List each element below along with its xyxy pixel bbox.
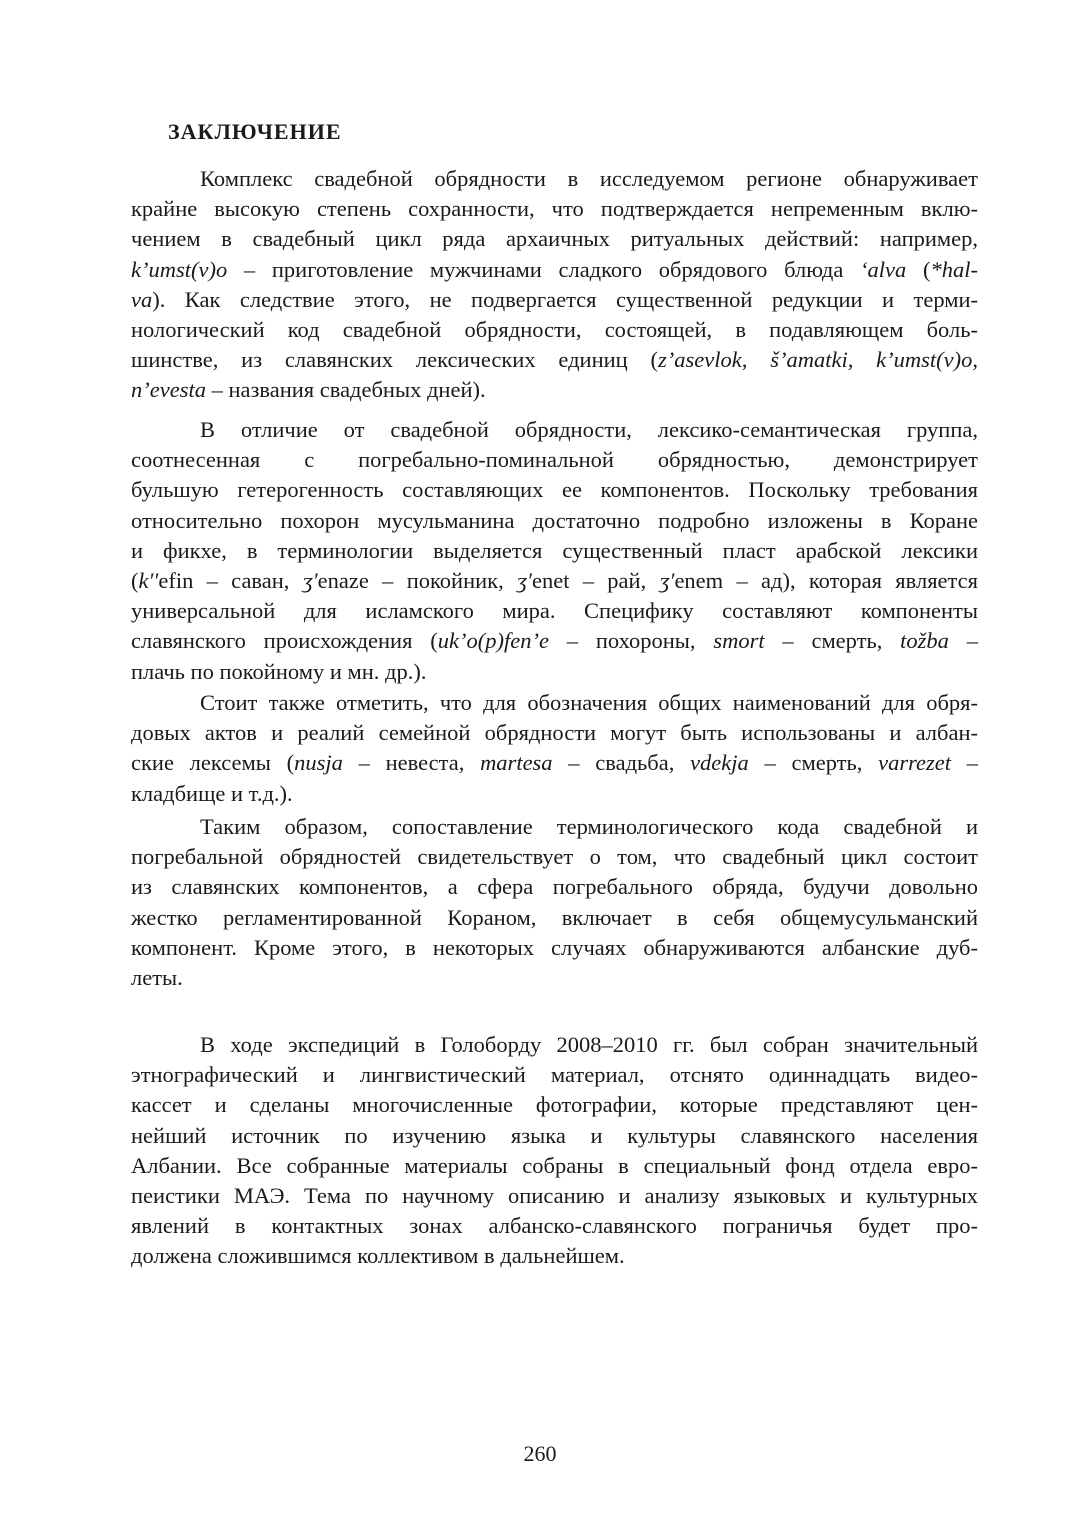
- text-segment: (: [131, 567, 139, 593]
- text-segment: крайне высокую степень сохранности, что подтверждается непременным вклю-: [131, 196, 978, 222]
- text-segment: довых актов и реалий семейной обрядности могут быть использованы и албан-: [131, 720, 978, 746]
- text-segment: погребальной обрядностей свидетельствует о том, что свадебный цикл состоит: [131, 844, 978, 870]
- text-line: [131, 1181, 978, 1211]
- text-line: [131, 718, 978, 748]
- paragraph: [131, 164, 978, 406]
- text-segment: славянского происхождения (: [131, 628, 438, 654]
- text-line: [131, 475, 978, 505]
- italic-term: ʒ′: [302, 567, 318, 593]
- text-line: [131, 224, 978, 254]
- page-number: 260: [523, 1441, 557, 1466]
- italic-term: uk’o(p)fen’e: [437, 628, 549, 654]
- text-segment: кладбище и т.д.).: [131, 780, 293, 806]
- italic-term: tožba: [900, 628, 949, 654]
- italic-term: smort: [713, 628, 765, 654]
- text-line: [131, 1151, 978, 1181]
- text-line: [131, 536, 978, 566]
- text-line: [131, 345, 978, 375]
- text-segment: enet – рай,: [531, 567, 660, 593]
- text-line: [131, 194, 978, 224]
- text-segment: В отличие от свадебной обрядности, лексико-семантическая группа,: [200, 417, 978, 442]
- text-segment: (: [906, 256, 931, 282]
- text-segment: нологический код свадебной обрядности, состоящей, в подавляющем боль-: [131, 316, 978, 342]
- text-segment: efin – саван,: [158, 567, 303, 593]
- text-line: [131, 506, 978, 536]
- text-line: [131, 1241, 978, 1271]
- text-line: [131, 596, 978, 626]
- italic-term: ‘alva: [860, 256, 907, 282]
- text-segment: Таким образом, сопоставление терминологического кода свадебной и: [200, 814, 978, 839]
- text-line: [131, 688, 978, 718]
- text-line: [131, 164, 978, 194]
- italic-term: k’umst(v)o: [131, 256, 228, 282]
- text-segment: универсальной для исламского мира. Специфику составляют компоненты: [131, 598, 978, 624]
- italic-term: k′′: [138, 567, 159, 593]
- italic-term: z’asevlok, š’amatki, k’umst(v)o,: [658, 347, 978, 373]
- text-segment: –: [951, 750, 978, 776]
- text-line: [131, 872, 978, 902]
- text-line: [131, 626, 978, 656]
- text-segment: ские лексемы (: [131, 750, 295, 776]
- text-segment: чением в свадебный цикл ряда архаичных ритуальных действий: например,: [131, 226, 978, 252]
- text-line: [131, 1030, 978, 1060]
- text-segment: плачь по покойному и мн. др.).: [131, 658, 427, 684]
- italic-term: vdekja: [690, 750, 749, 776]
- italic-term: n’evesta: [131, 377, 206, 403]
- text-segment: – невеста,: [342, 750, 481, 776]
- text-line: [131, 903, 978, 933]
- section-heading: ЗАКЛЮЧЕНИЕ: [168, 119, 342, 144]
- text-line: [131, 1090, 978, 1120]
- text-segment: enaze – покойник,: [317, 567, 518, 593]
- text-segment: Албании. Все собранные материалы собраны в специальный фонд отдела евро-: [131, 1152, 978, 1178]
- text-line: [131, 1060, 978, 1090]
- text-segment: – названия свадебных дней).: [205, 377, 486, 403]
- text-line: [131, 415, 978, 445]
- text-line: [131, 255, 978, 285]
- text-segment: – смерть,: [748, 750, 879, 776]
- text-line: [131, 315, 978, 345]
- text-line: [131, 657, 978, 687]
- text-line: [131, 842, 978, 872]
- text-line: [131, 812, 978, 842]
- text-segment: бульшую гетерогенность составляющих ее компонентов. Поскольку требования: [131, 477, 978, 503]
- italic-term: martesa: [480, 750, 553, 776]
- text-segment: – приготовление мужчинами сладкого обрядового блюда: [227, 256, 861, 282]
- text-line: [131, 933, 978, 963]
- italic-term: ʒ′: [517, 567, 532, 593]
- text-segment: относительно похорон мусульманина достаточно подробно изложены в Коране: [131, 507, 978, 533]
- text-segment: и фикхе, в терминологии выделяется существенный пласт арабской лексики: [131, 537, 978, 563]
- text-line: [131, 1211, 978, 1241]
- text-segment: – смерть,: [764, 628, 901, 654]
- text-segment: из славянских компонентов, а сфера погребального обряда, будучи довольно: [131, 874, 978, 900]
- text-segment: компонент. Кроме этого, в некоторых случаях обнаруживаются албанские дуб-: [131, 934, 978, 960]
- text-line: [131, 963, 978, 993]
- paragraph: [131, 1030, 978, 1272]
- text-segment: этнографический и лингвистический материал, отснято одиннадцать видео-: [131, 1062, 978, 1088]
- text-segment: пеистики МАЭ. Тема по научному описанию и анализу языковых и культурных: [131, 1182, 978, 1208]
- text-segment: Комплекс свадебной обрядности в исследуемом регионе обнаруживает: [200, 166, 978, 191]
- text-line: [131, 375, 978, 405]
- text-segment: ). Как следствие этого, не подвергается существенной редукции и терми-: [152, 286, 978, 312]
- paragraph: [131, 415, 978, 687]
- italic-term: varrezet: [878, 750, 952, 776]
- text-segment: шинстве, из славянских лексических единиц (: [131, 347, 659, 373]
- text-segment: явлений в контактных зонах албанско-славянского пограничья будет про-: [131, 1213, 978, 1239]
- text-segment: –: [948, 628, 979, 654]
- text-segment: – свадьба,: [552, 750, 691, 776]
- text-segment: леты.: [131, 964, 183, 990]
- text-segment: – похороны,: [548, 628, 714, 654]
- text-line: [131, 779, 978, 809]
- italic-term: va: [131, 286, 153, 312]
- text-line: [131, 566, 978, 596]
- italic-term: nusja: [294, 750, 343, 776]
- text-segment: нейший источник по изучению языка и культуры славянского населения: [131, 1122, 978, 1148]
- text-segment: жестко регламентированной Кораном, включает в себя общемусульманский: [131, 904, 978, 930]
- text-line: [131, 445, 978, 475]
- text-line: [131, 748, 978, 778]
- italic-term: *hal-: [930, 256, 978, 282]
- text-line: [131, 1121, 978, 1151]
- text-segment: В ходе экспедиций в Голоборду 2008–2010 гг. был собран значительный: [200, 1032, 978, 1057]
- text-line: [131, 285, 978, 315]
- text-segment: соотнесенная с погребально-поминальной обрядностью, демонстрирует: [131, 447, 978, 473]
- text-segment: enem – ад), которая является: [674, 567, 978, 593]
- italic-term: ʒ′: [659, 567, 675, 593]
- paragraph: [131, 688, 978, 809]
- text-segment: кассет и сделаны многочисленные фотографии, которые представляют цен-: [131, 1092, 978, 1118]
- text-segment: должена сложившимся коллективом в дальнейшем.: [131, 1243, 625, 1269]
- text-segment: Стоит также отметить, что для обозначения общих наименований для обря-: [200, 690, 978, 715]
- paragraph: [131, 812, 978, 993]
